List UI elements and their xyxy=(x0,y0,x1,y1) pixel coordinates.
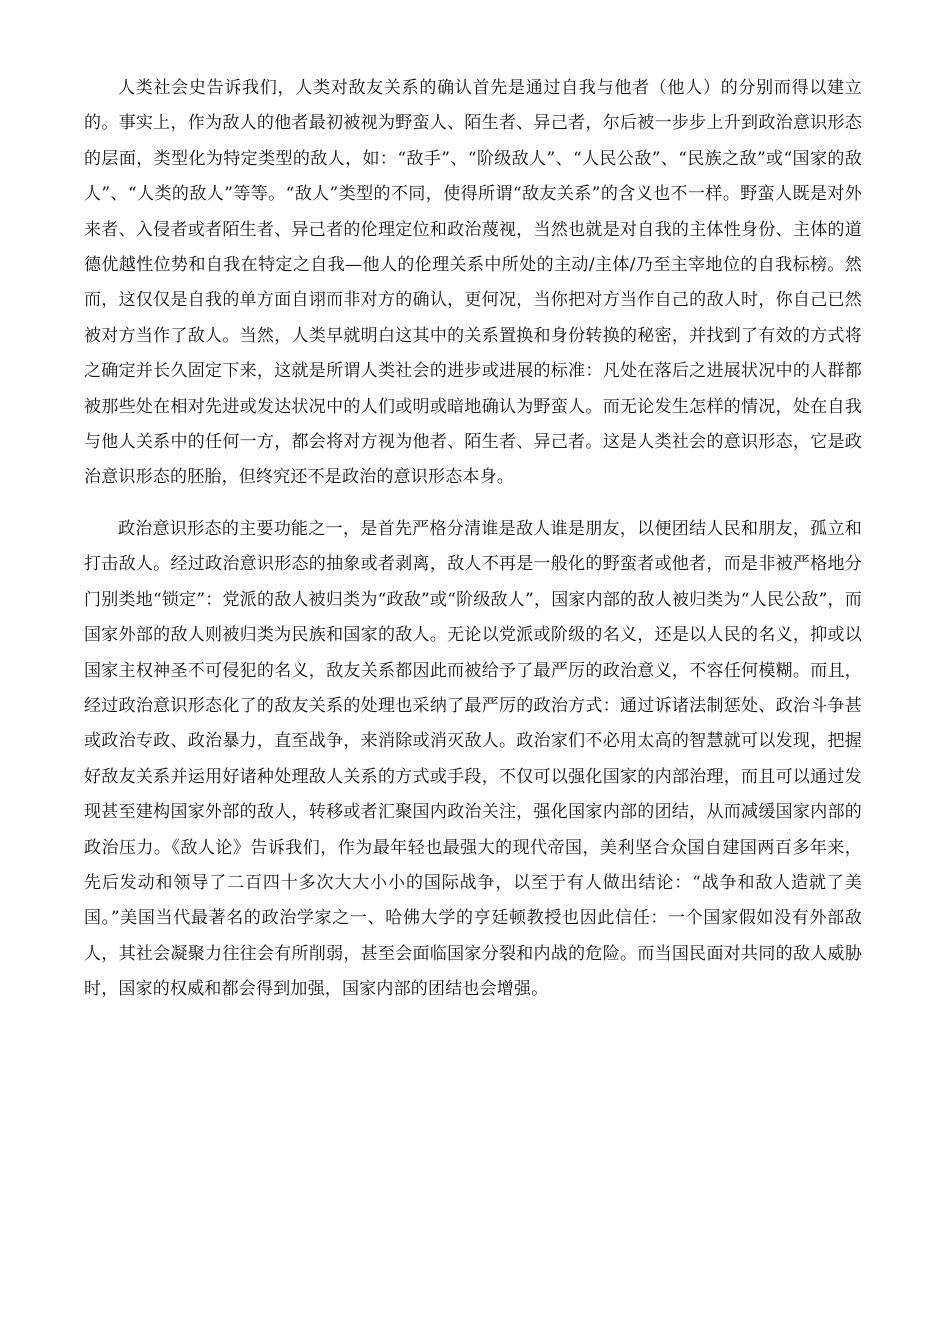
document-page xyxy=(84,71,862,1008)
paragraph-2: 政治意识形态的主要功能之一，是首先严格分清谁是敌人谁是朋友，以便团结人民和朋友，孤立和打击敌人。经过政治意识形态的抽象或者剥离，敌人不再是一般化的野蛮者或他者，而是非被严格地分门别类地“锁定”：党派的敌人被归类为“政敌”或“阶级敌人”，国家内部的敌人被归类为“人民公敌”，而国家外部的敌人则被归类为民族和国家的敌人。无论以党派或阶级的名义，还是以人民的名义，抑或以国家主权神圣不可侵犯的名义，敌友关系都因此而被给予了最严厉的政治意义，不容任何模糊。而且，经过政治意识形态化了的敌友关系的处理也采纳了最严厉的政治方式：通过诉诸法制惩处、政治斗争甚或政治专政、政治暴力，直至战争，来消除或消灭敌人。政治家们不必用太高的智慧就可以发现，把握好敌友关系并运用好诸种处理敌人关系的方式或手段，不仅可以强化国家的内部治理，而且可以通过发现甚至建构国家外部的敌人，转移或者汇聚国内政治关注，强化国家内部的团结，从而减缓国家内部的政治压力。《敌人论》告诉我们，作为最年轻也最强大的现代帝国，美利坚合众国自建国两百多年来，先后发动和领导了二百四十多次大大小小的国际战争，以至于有人做出结论：“战争和敌人造就了美国。”美国当代最著名的政治学家之一、哈佛大学的亨廷顿教授也因此信任：一个国家假如没有外部敌人，其社会凝聚力往往会有所削弱，甚至会面临国家分裂和内战的危险。而当国民面对共同的敌人威胁时，国家的权威和都会得到加强，国家内部的团结也会增强。 xyxy=(84,518,862,1000)
paragraph-1: 人类社会史告诉我们，人类对敌友关系的确认首先是通过自我与他者（他人）的分别而得以建立的。事实上，作为敌人的他者最初被视为野蛮人、陌生者、异己者，尔后被一步步上升到政治意识形态的层面，类型化为特定类型的敌人，如：“敌手”、“阶级敌人”、“人民公敌”、“民族之敌”或“国家的敌人”、“人类的敌人”等等。“敌人”类型的不同，使得所谓“敌友关系”的含义也不一样。野蛮人既是对外来者、入侵者或者陌生者、异己者的伦理定位和政治蔑视，当然也就是对自我的主体性身份、主体的道德优越性位势和自我在特定之自我—他人的伦理关系中所处的主动/主体/乃至主宰地位的自我标榜。然而，这仅仅是自我的单方面自诩而非对方的确认，更何况，当你把对方当作自己的敌人时，你自己已然被对方当作了敌人。当然，人类早就明白这其中的关系置换和身份转换的秘密，并找到了有效的方式将之确定并长久固定下来，这就是所谓人类社会的进步或进展的标准：凡处在落后之进展状况中的人群都被那些处在相对先进或发达状况中的人们或明或暗地确认为野蛮人。而无论发生怎样的情况，处在自我与他人关系中的任何一方，都会将对方视为他者、陌生者、异己者。这是人类社会的意识形态，它是政治意识形态的胚胎，但终究还不是政治的意识形态本身。 xyxy=(84,78,862,488)
